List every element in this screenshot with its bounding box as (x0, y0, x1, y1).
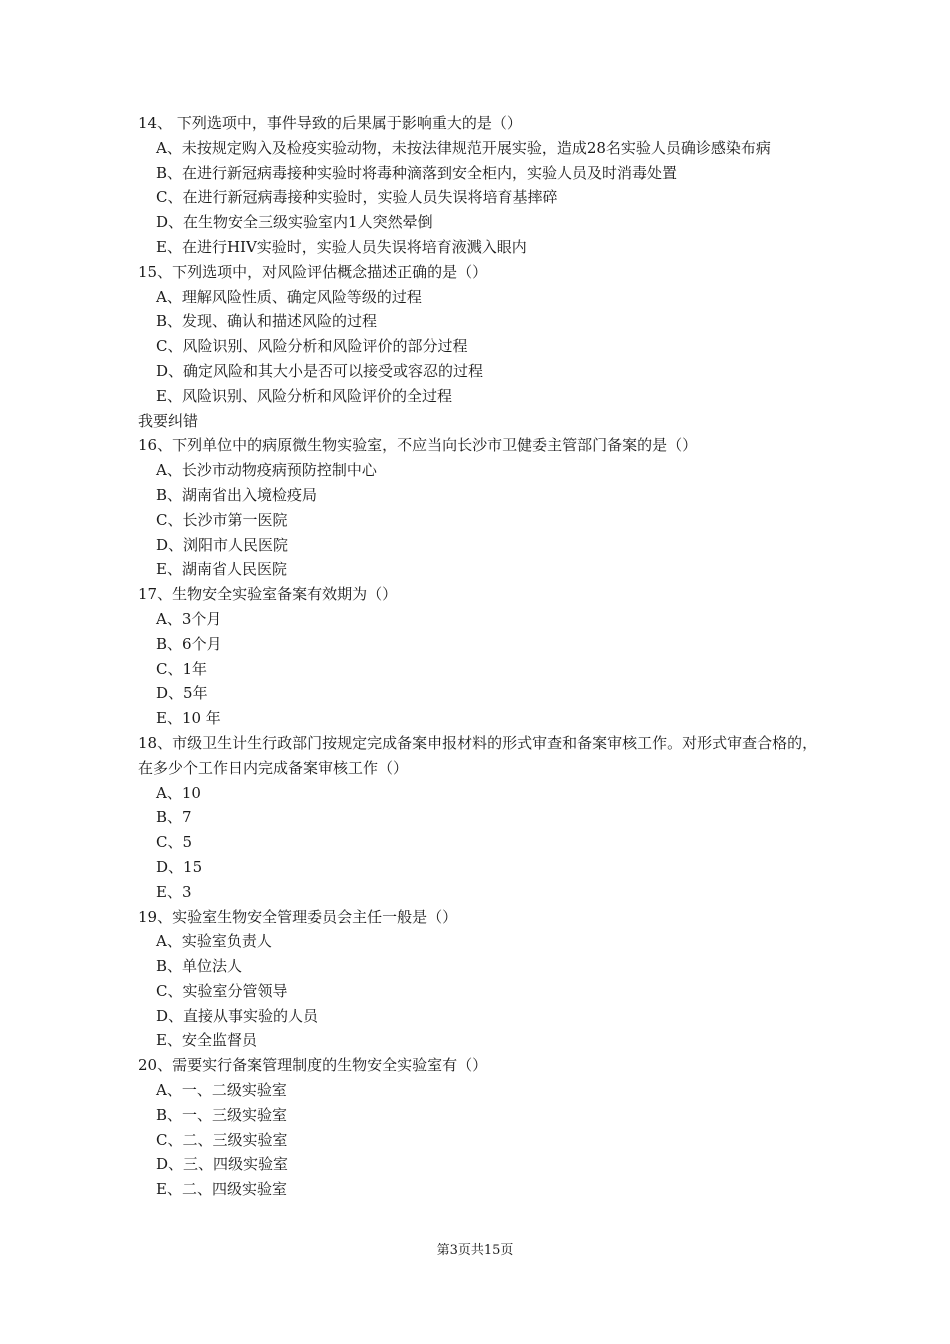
question-option: C、在进行新冠病毒接种实验时，实验人员失误将培育基摔碎 (156, 188, 558, 207)
question-title: 15、下列选项中，对风险评估概念描述正确的是（） (138, 262, 488, 281)
question-option: C、风险识别、风险分析和风险评价的部分过程 (156, 337, 468, 356)
question-option: D、直接从事实验的人员 (156, 1006, 319, 1025)
question-title: 18、市级卫生计生行政部门按规定完成备案申报材料的形式审查和备案审核工作。对形式审查合格的，在多少个工作日内完成备案审核工作（） (138, 733, 818, 777)
page-number: 第3页共15页 (436, 1243, 514, 1258)
question-option: D、在生物安全三级实验室内1人突然晕倒 (156, 213, 433, 232)
question-option: C、5 (156, 833, 193, 852)
question-option: D、三、四级实验室 (156, 1155, 289, 1174)
question-option: D、浏阳市人民医院 (156, 535, 289, 554)
question-option: C、长沙市第一医院 (156, 510, 288, 529)
question-title: 20、需要实行备案管理制度的生物安全实验室有（） (138, 1056, 488, 1075)
question-option: C、二、三级实验室 (156, 1130, 288, 1149)
document-body (138, 111, 818, 1202)
question-option: E、湖南省人民医院 (156, 560, 287, 579)
question-option: C、实验室分管领导 (156, 981, 288, 1000)
question-option: D、确定风险和其大小是否可以接受或容忍的过程 (156, 361, 484, 380)
question-option: D、5年 (156, 684, 208, 703)
question-option: E、3 (156, 882, 192, 901)
question-option: E、在进行HIV实验时，实验人员失误将培育液溅入眼内 (156, 237, 527, 256)
question-option: E、安全监督员 (156, 1031, 257, 1050)
question-option: E、二、四级实验室 (156, 1180, 287, 1199)
question-option: B、6个月 (156, 634, 222, 653)
question-option: B、在进行新冠病毒接种实验时将毒种滴落到安全柜内，实验人员及时消毒处置 (156, 163, 678, 182)
question-option: B、单位法人 (156, 957, 243, 976)
question-title: 14、 下列选项中，事件导致的后果属于影响重大的是（） (138, 114, 522, 132)
report-error-link[interactable]: 我要纠错 (138, 411, 199, 430)
question-option: E、风险识别、风险分析和风险评价的全过程 (156, 386, 452, 405)
question-title: 17、生物安全实验室备案有效期为（） (138, 585, 398, 604)
question-option: B、一、三级实验室 (156, 1105, 288, 1124)
question-option: A、3个月 (156, 609, 222, 628)
question-option: A、10 (156, 783, 201, 802)
question-option: A、一、二级实验室 (156, 1081, 287, 1100)
question-option: D、15 (156, 857, 203, 876)
question-option: B、湖南省出入境检疫局 (156, 485, 318, 504)
question-title: 19、实验室生物安全管理委员会主任一般是（） (138, 907, 458, 926)
question-option: B、发现、确认和描述风险的过程 (156, 312, 378, 331)
question-option: A、实验室负责人 (156, 932, 272, 951)
question-option: E、10 年 (156, 709, 221, 728)
question-option: A、未按规定购入及检疫实验动物，未按法律规范开展实验，造成28名实验人员确诊感染布病 (156, 138, 771, 157)
question-option: C、1年 (156, 659, 208, 678)
question-option: A、理解风险性质、确定风险等级的过程 (156, 287, 422, 306)
question-title: 16、下列单位中的病原微生物实验室，不应当向长沙市卫健委主管部门备案的是（） (138, 436, 698, 455)
question-option: A、长沙市动物疫病预防控制中心 (156, 461, 377, 480)
question-option: B、7 (156, 808, 192, 827)
